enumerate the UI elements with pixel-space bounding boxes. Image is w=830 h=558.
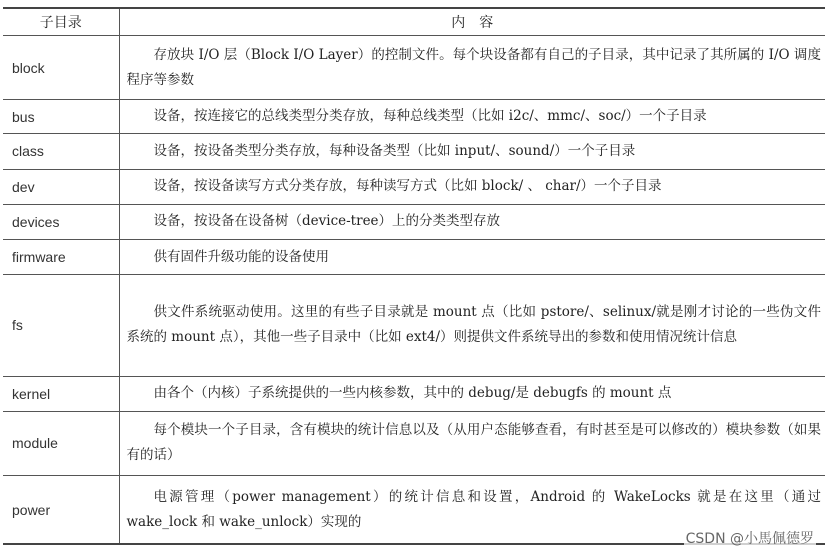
row-dir-name: devices xyxy=(3,204,119,239)
row-dir-name: fs xyxy=(3,275,119,376)
table-row xyxy=(3,169,825,204)
row-description: 供文件系统驱动使用。这里的有些子目录就是 mount 点（比如 pstore/、selinux/就是刚才讨论的一些伪文件系统的 mount 点），其他一些子目录中（比如 ext4/）则提供文件系统导出的参数和使用情况统计信息 xyxy=(119,275,825,376)
row-description: 电源管理（power management）的统计信息和设置，Android 的 WakeLocks 就是在这里（通过 wake_lock 和 wake_unlock）实现的 xyxy=(119,476,825,544)
row-description: 存放块 I/O 层（Block I/O Layer）的控制文件。每个块设备都有自己的子目录，其中记录了其所属的 I/O 调度程序等参数 xyxy=(119,36,825,100)
table-row xyxy=(3,411,825,475)
row-dir-name: bus xyxy=(3,100,119,134)
table-row xyxy=(3,134,825,169)
table-row xyxy=(3,376,825,411)
header-subdirectory: 子目录 xyxy=(3,8,119,36)
row-description: 每个模块一个子目录，含有模块的统计信息以及（从用户态能够查看，有时甚至是可以修改的）模块参数（如果有的话） xyxy=(119,411,825,475)
row-dir-name: class xyxy=(3,134,119,169)
row-description: 设备，按设备类型分类存放，每种设备类型（比如 input/、sound/）一个子目录 xyxy=(119,134,825,169)
document-page xyxy=(3,7,825,553)
row-description: 设备，按设备在设备树（device-tree）上的分类类型存放 xyxy=(119,204,825,239)
csdn-watermark: CSDN @小馬佩德罗 xyxy=(684,528,816,548)
table-header-row xyxy=(3,8,825,36)
row-description: 设备，按连接它的总线类型分类存放，每种总线类型（比如 i2c/、mmc/、soc/）一个子目录 xyxy=(119,100,825,134)
row-dir-name: dev xyxy=(3,169,119,204)
row-dir-name: firmware xyxy=(3,239,119,274)
row-dir-name: kernel xyxy=(3,376,119,411)
row-dir-name: block xyxy=(3,36,119,100)
table-row xyxy=(3,239,825,274)
table-row xyxy=(3,204,825,239)
row-description: 供有固件升级功能的设备使用 xyxy=(119,239,825,274)
row-dir-name: power xyxy=(3,476,119,544)
row-description: 由各个（内核）子系统提供的一些内核参数，其中的 debug/是 debugfs 的 mount 点 xyxy=(119,376,825,411)
table-row xyxy=(3,275,825,376)
table-row xyxy=(3,36,825,100)
table-row xyxy=(3,100,825,134)
sysfs-directory-table xyxy=(3,7,825,545)
header-content: 内 容 xyxy=(119,8,825,36)
row-description: 设备，按设备读写方式分类存放，每种读写方式（比如 block/ 、 char/）一个子目录 xyxy=(119,169,825,204)
row-dir-name: module xyxy=(3,411,119,475)
